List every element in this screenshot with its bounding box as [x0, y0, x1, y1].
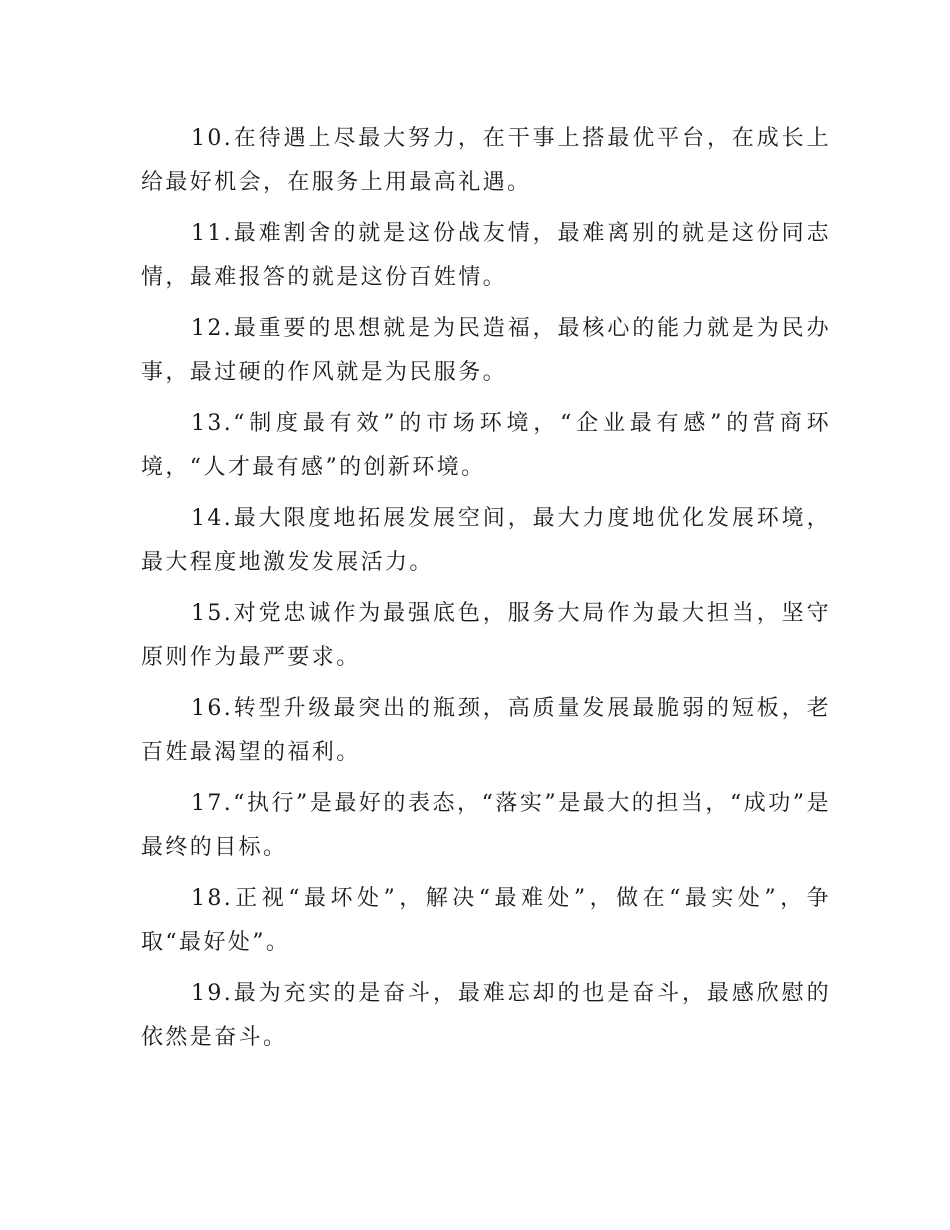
- paragraph-16: 16.转型升级最突出的瓶颈，高质量发展最脆弱的短板，老百姓最渴望的福利。: [141, 696, 831, 765]
- paragraph-10: 10.在待遇上尽最大努力，在干事上搭最优平台，在成长上给最好机会，在服务上用最高礼遇。: [141, 126, 831, 195]
- paragraph-14: 14.最大限度地拓展发展空间，最大力度地优化发展环境，最大程度地激发发展活力。: [141, 506, 831, 575]
- paragraph-12: 12.最重要的思想就是为民造福，最核心的能力就是为民办事，最过硬的作风就是为民服务。: [141, 316, 831, 385]
- paragraph-11: 11.最难割舍的就是这份战友情，最难离别的就是这份同志情，最难报答的就是这份百姓情。: [141, 221, 831, 290]
- paragraph-19: 19.最为充实的是奋斗，最难忘却的也是奋斗，最感欣慰的依然是奋斗。: [141, 981, 831, 1050]
- paragraph-17: 17.“执行”是最好的表态，“落实”是最大的担当，“成功”是最终的目标。: [141, 791, 831, 860]
- paragraph-13: 13.“制度最有效”的市场环境，“企业最有感”的营商环境，“人才最有感”的创新环境。: [141, 411, 831, 480]
- paragraph-15: 15.对党忠诚作为最强底色，服务大局作为最大担当，坚守原则作为最严要求。: [141, 601, 831, 670]
- paragraph-18: 18.正视“最坏处”，解决“最难处”，做在“最实处”，争取“最好处”。: [141, 886, 831, 955]
- document-body: [141, 117, 831, 1067]
